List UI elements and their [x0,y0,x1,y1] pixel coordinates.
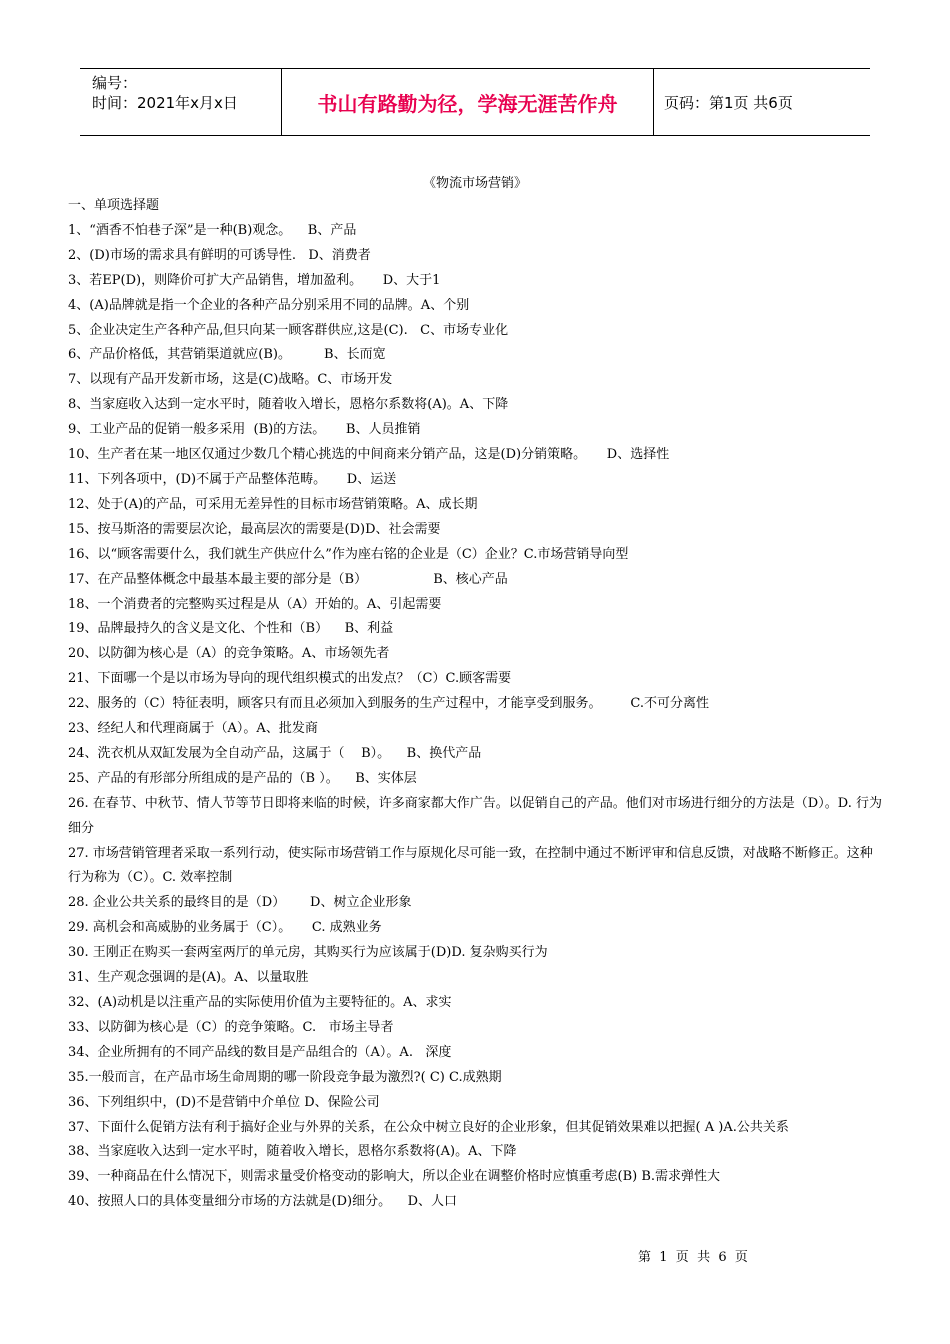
question-item: 7、以现有产品开发新市场，这是(C)战略。C、市场开发 [68,372,393,388]
question-item: 6、产品价格低，其营销渠道就应(B)。 B、长而宽 [68,347,386,363]
question-item: 12、处于(A)的产品，可采用无差异性的目标市场营销策略。A、成长期 [68,496,478,512]
question-item: 19、品牌最持久的含义是文化、个性和（B） B、利益 [68,621,394,637]
question-item: 16、以“顾客需要什么，我们就生产供应什么”作为座右铭的企业是（C）企业？C.市场营销导向型 [68,546,629,562]
section-heading: 一、单项选择题 [68,198,160,213]
question-item: 28. 企业公共关系的最终目的是（D） D、树立企业形象 [68,895,412,911]
page-code: 页码：第1页 共6页 [664,93,793,112]
question-item: 4、(A)品牌就是指一个企业的各种产品分别采用不同的品牌。A、个别 [68,297,470,313]
question-item: 5、企业决定生产各种产品,但只向某一顾客群供应,这是(C). C、市场专业化 [68,322,509,338]
question-item: 18、一个消费者的完整购买过程是从（A）开始的。A、引起需要 [68,596,442,612]
number-label: 编号： [92,74,138,92]
question-item: 38、当家庭收入达到一定水平时，随着收入增长，恩格尔系数将(A)。A、下降 [68,1144,517,1160]
question-item: 22、服务的（C）特征表明，顾客只有而且必须加入到服务的生产过程中，才能享受到服务。 C.不可分离性 [68,696,710,712]
motto: 书山有路勤为径，学海无涯苦作舟 [317,91,618,116]
question-item: 21、下面哪一个是以市场为导向的现代组织模式的出发点？（C）C.顾客需要 [68,671,512,687]
page-header [80,68,870,136]
page-footer: 第 1 页 共 6 页 [638,1250,748,1265]
question-item: 31、生产观念强调的是(A)。A、以量取胜 [68,970,309,986]
question-item: 26. 在春节、中秋节、情人节等节日即将来临的时候，许多商家都大作广告。以促销自己的产品。他们对市场进行细分的方法是（D）。D. 行为细分 [68,795,882,836]
question-item: 23、经纪人和代理商属于（A）。A、批发商 [68,721,318,737]
question-item: 10、生产者在某一地区仅通过少数几个精心挑选的中间商来分销产品，这是(D)分销策略。 D、选择性 [68,447,670,463]
document-title: 《物流市场营销》 [422,176,527,191]
question-item: 40、按照人口的具体变量细分市场的方法就是(D)细分。 D、人口 [68,1194,458,1210]
question-list [68,194,884,1215]
question-item: 27. 市场营销管理者采取一系列行动，使实际市场营销工作与原规化尽可能一致，在控制中通过不断评审和信息反馈，对战略不断修正。这种行为称为（C）。C. 效率控制 [68,845,873,886]
question-item: 32、(A)动机是以注重产品的实际使用价值为主要特征的。A、求实 [68,995,452,1010]
question-item: 34、企业所拥有的不同产品线的数目是产品组合的（A）。A. 深度 [68,1044,452,1060]
date-label: 时间：2021年x月x日 [92,94,238,112]
question-item: 9、工业产品的促销一般多采用 (B)的方法。 B、人员推销 [68,422,421,438]
question-item: 25、产品的有形部分所组成的是产品的（B ）。 B、实体层 [68,770,417,786]
question-item: 3、若EP(D)，则降价可扩大产品销售，增加盈利。 D、大于1 [68,272,441,288]
question-item: 33、以防御为核心是（C）的竞争策略。C. 市场主导者 [68,1019,394,1035]
question-item: 17、在产品整体概念中最基本最主要的部分是（B） B、核心产品 [68,571,508,587]
question-item: 11、下列各项中，(D)不属于产品整体范畴。 D、运送 [68,471,397,487]
question-item: 35.一般而言，在产品市场生命周期的哪一阶段竞争最为激烈?( C) C.成熟期 [68,1069,502,1085]
question-item: 39、一种商品在什么情况下，则需求量受价格变动的影响大，所以企业在调整价格时应慎重考虑(B) B.需求弹性大 [68,1169,721,1185]
question-item: 29. 高机会和高威胁的业务属于（C）。 C. 成熟业务 [68,920,382,936]
question-item: 36、下列组织中，(D)不是营销中介单位 D、保险公司 [68,1094,380,1110]
question-item: 8、当家庭收入达到一定水平时，随着收入增长，恩格尔系数将(A)。A、下降 [68,397,509,413]
question-item: 37、下面什么促销方法有利于搞好企业与外界的关系，在公众中树立良好的企业形象，但其促销效果难以把握( A )A.公共关系 [68,1119,789,1135]
question-item: 1、“酒香不怕巷子深”是一种(B)观念。 B、产品 [68,222,357,238]
header-meta-cell [80,69,282,135]
question-item: 20、以防御为核心是（A）的竞争策略。A、市场领先者 [68,646,390,662]
question-item: 30. 王刚正在购买一套两室两厅的单元房，其购买行为应该属于(D)D. 复杂购买行为 [68,945,548,961]
question-item: 2、(D)市场的需求具有鲜明的可诱导性. D、消费者 [68,247,371,263]
header-page-cell [654,69,870,135]
header-motto-cell [282,69,654,135]
question-item: 15、按马斯洛的需要层次论，最高层次的需要是(D)D、社会需要 [68,521,441,537]
question-item: 24、洗衣机从双缸发展为全自动产品，这属于（ B）。 B、换代产品 [68,745,482,761]
